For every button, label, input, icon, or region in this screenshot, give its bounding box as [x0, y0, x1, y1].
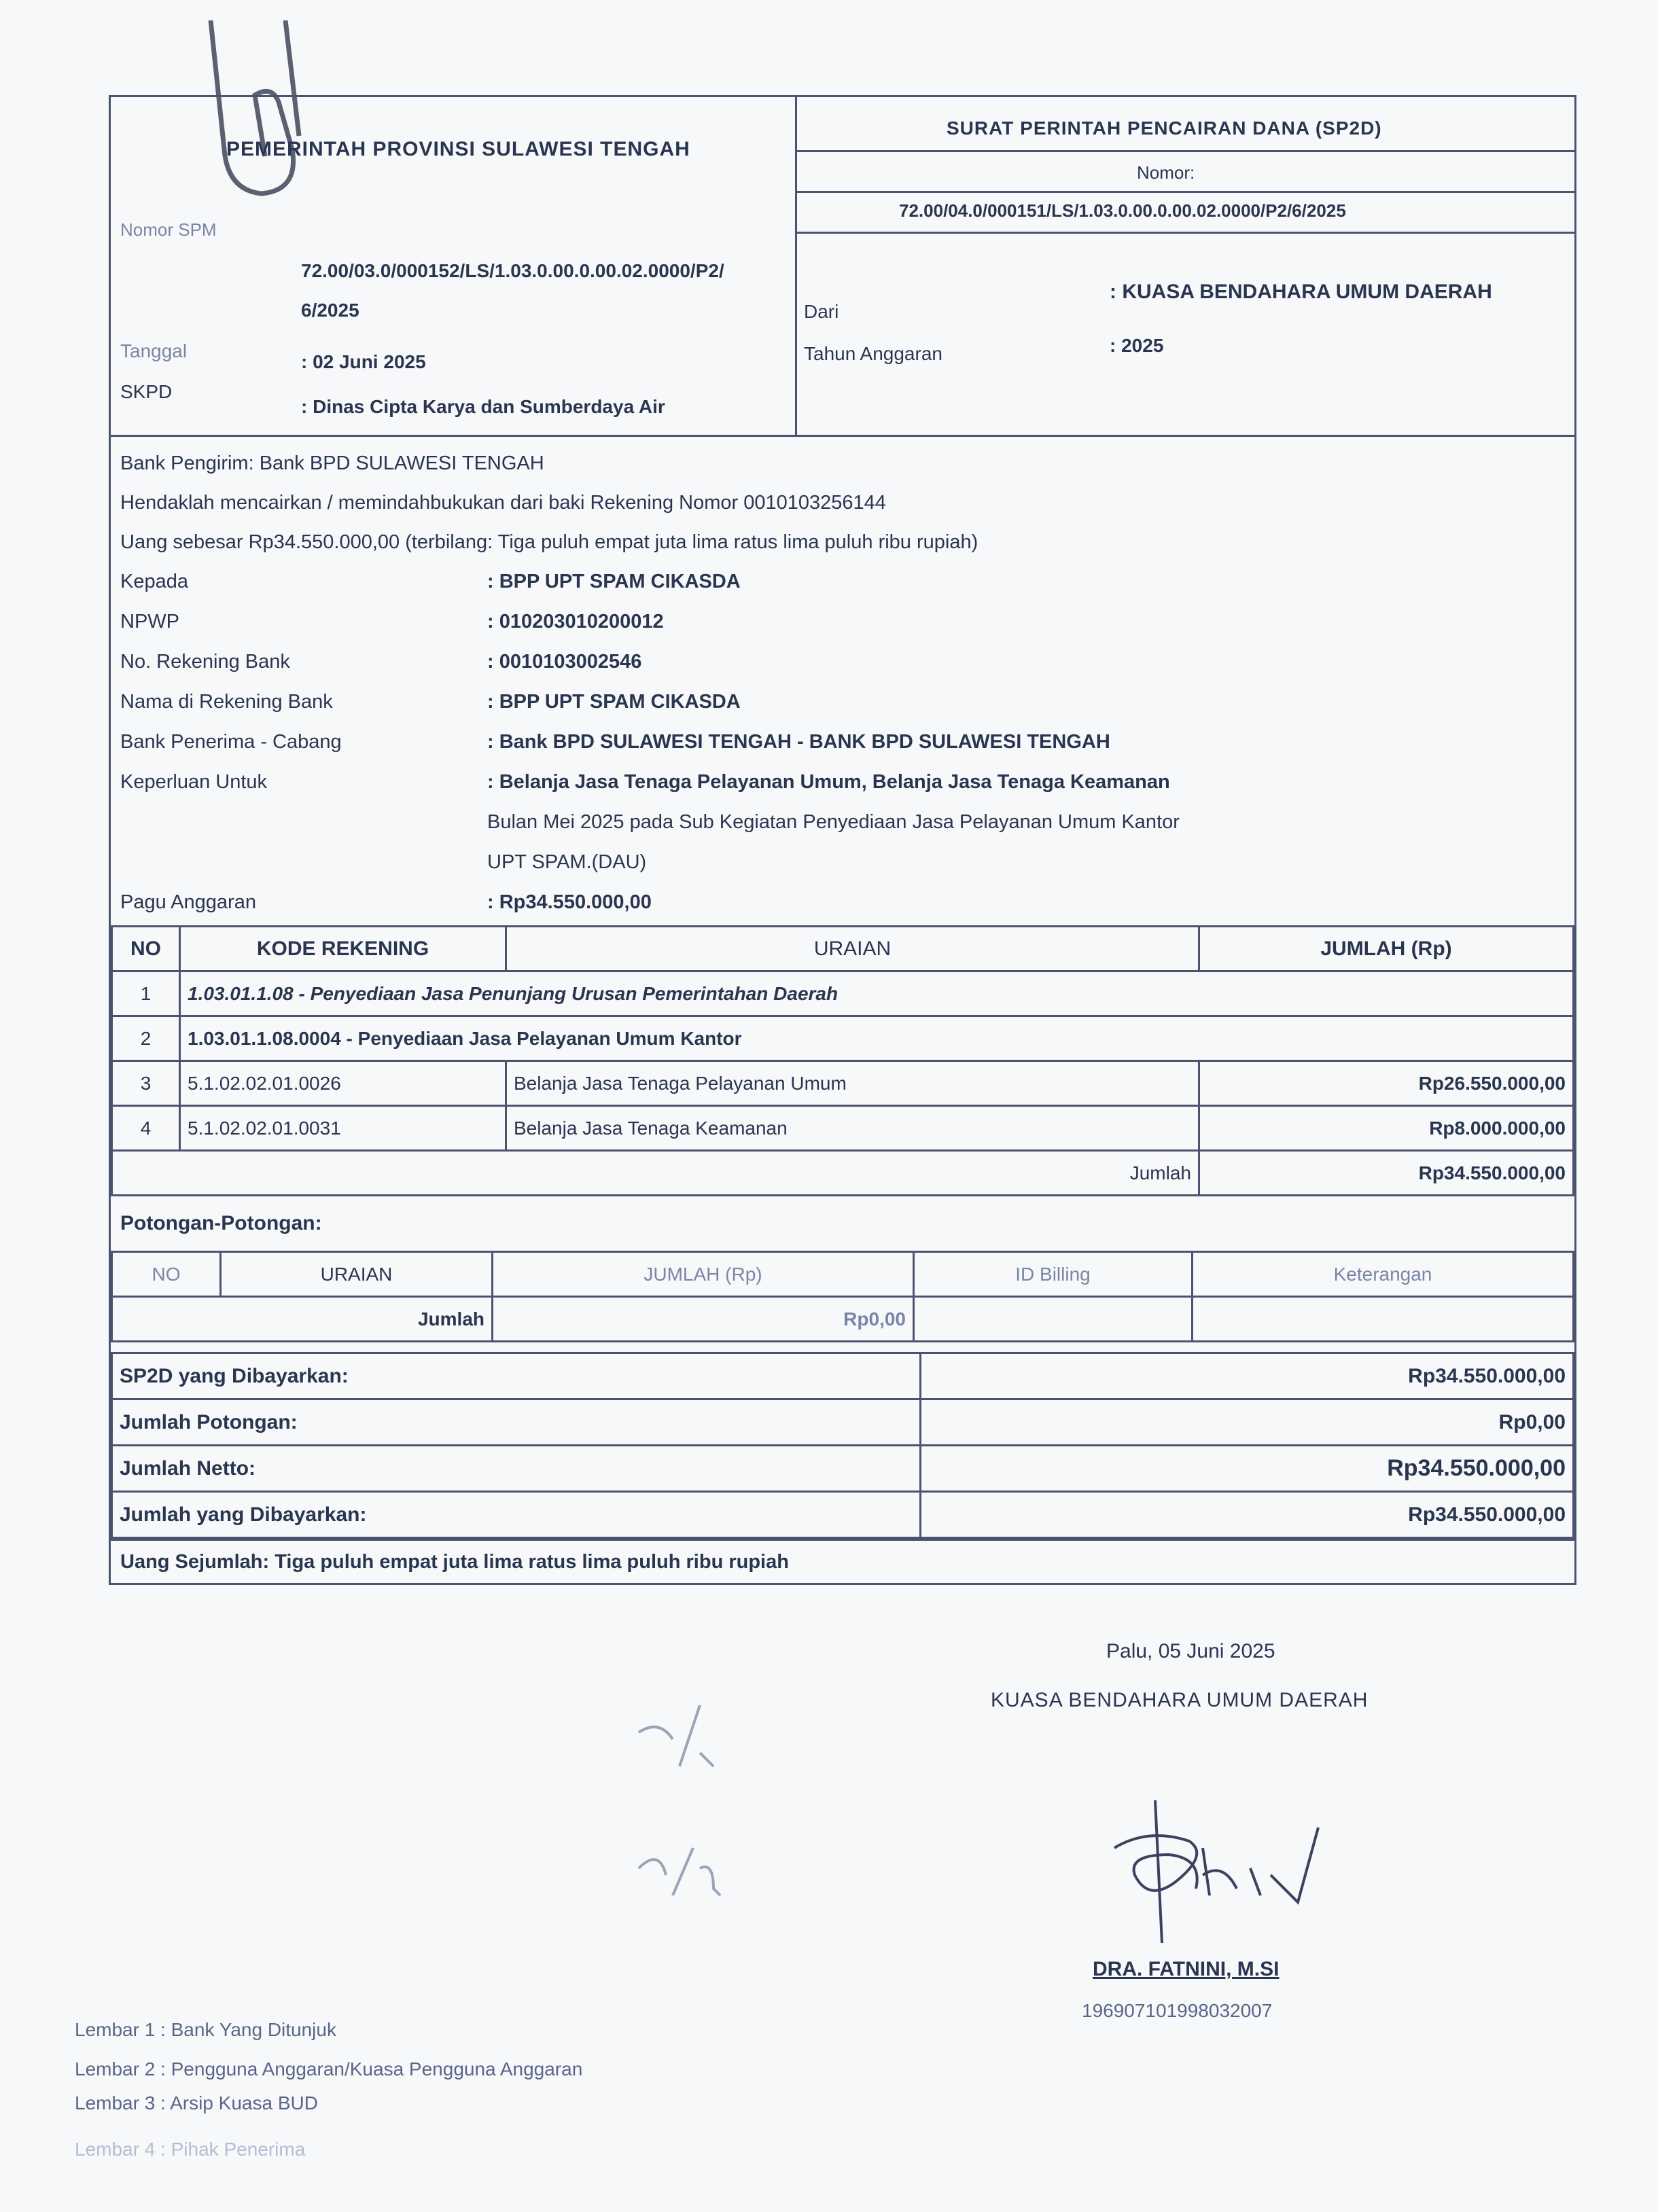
place-date: Palu, 05 Juni 2025	[1106, 1640, 1275, 1662]
signer-office: KUASA BENDAHARA UMUM DAERAH	[991, 1689, 1369, 1711]
nomor-label: Nomor:	[1137, 162, 1195, 183]
field-bank-penerima: Bank Penerima - Cabang : Bank BPD SULAWESI TENGAH - BANK BPD SULAWESI TENGAH	[120, 731, 1110, 753]
signer-nip: 196907101998032007	[1082, 2000, 1273, 2021]
col-jumlah: JUMLAH (Rp)	[1199, 927, 1574, 971]
summary-row: Jumlah Potongan: Rp0,00	[112, 1399, 1574, 1446]
potongan-total-row	[112, 1297, 1574, 1342]
paraf-marks	[598, 1692, 761, 1909]
lembar-1: Lembar 1 : Bank Yang Ditunjuk	[75, 2019, 336, 2040]
skpd-label: SKPD	[120, 381, 173, 402]
header-right	[797, 97, 1574, 435]
col-no: NO	[112, 927, 180, 971]
tanggal-value: : 02 Juni 2025	[301, 351, 426, 372]
summary-table	[111, 1352, 1574, 1539]
terbilang-line: Uang Sejumlah: Tiga puluh empat juta lima ratus lima puluh ribu rupiah	[111, 1539, 1574, 1583]
summary-row: SP2D yang Dibayarkan: Rp34.550.000,00	[112, 1353, 1574, 1399]
tahun-value: : 2025	[1110, 335, 1164, 356]
field-nama-rekening: Nama di Rekening Bank : BPP UPT SPAM CIKASDA	[120, 691, 741, 713]
field-keperluan: Keperluan Untuk : Belanja Jasa Tenaga Pelayanan Umum, Belanja Jasa Tenaga Keamanan	[120, 771, 1170, 793]
field-kepada: Kepada : BPP UPT SPAM CIKASDA	[120, 571, 741, 592]
potongan-table	[111, 1251, 1574, 1342]
table-row: 2 1.03.01.1.08.0004 - Penyediaan Jasa Pelayanan Umum Kantor	[112, 1016, 1574, 1061]
bank-pengirim: Bank Pengirim: Bank BPD SULAWESI TENGAH	[120, 452, 544, 474]
rekening-header-row	[112, 927, 1574, 971]
spm-number-cont: 6/2025	[301, 300, 359, 321]
signer-name: DRA. FATNINI, M.SI	[1093, 1958, 1280, 1980]
document-header	[111, 97, 1574, 437]
sp2d-title: SURAT PERINTAH PENCAIRAN DANA (SP2D)	[947, 118, 1382, 139]
dari-value: : KUASA BENDAHARA UMUM DAERAH	[1110, 281, 1492, 303]
gov-title: PEMERINTAH PROVINSI SULAWESI TENGAH	[226, 138, 690, 160]
hendaklah-line: Hendaklah mencairkan / memindahbukukan dari baki Rekening Nomor 0010103256144	[120, 491, 886, 514]
table-row: 1 1.03.01.1.08 - Penyediaan Jasa Penunjang Urusan Pemerintahan Daerah	[112, 971, 1574, 1016]
lembar-2: Lembar 2 : Pengguna Anggaran/Kuasa Pengguna Anggaran	[75, 2058, 583, 2080]
rekening-total-label: Jumlah	[112, 1151, 1199, 1196]
uang-sebesar-line: Uang sebesar Rp34.550.000,00 (terbilang: Tiga puluh empat juta lima ratus lima puluh ribu rupiah)	[120, 531, 978, 553]
field-keperluan-cont-1: Bulan Mei 2025 pada Sub Kegiatan Penyediaan Jasa Pelayanan Umum Kantor	[487, 811, 1180, 833]
tanggal-label: Tanggal	[120, 340, 188, 361]
potongan-total-label: Jumlah	[112, 1297, 493, 1342]
header-left	[111, 97, 797, 435]
field-keperluan-cont-2: UPT SPAM.(DAU)	[487, 851, 647, 873]
potongan-total-value: Rp0,00	[493, 1297, 914, 1342]
field-npwp: NPWP : 010203010200012	[120, 611, 664, 632]
summary-row: Jumlah Netto: Rp34.550.000,00	[112, 1446, 1574, 1492]
lembar-4: Lembar 4 : Pihak Penerima	[75, 2139, 306, 2160]
dari-label: Dari	[804, 301, 839, 322]
field-no-rekening: No. Rekening Bank : 0010103002546	[120, 651, 642, 673]
spm-number: 72.00/03.0/000152/LS/1.03.0.00.0.00.02.0000/P2/	[301, 260, 724, 281]
col-uraian: URAIAN	[506, 927, 1199, 971]
lembar-3: Lembar 3 : Arsip Kuasa BUD	[75, 2092, 318, 2113]
potongan-header-row: NO URAIAN JUMLAH (Rp) ID Billing Keterangan	[112, 1252, 1574, 1297]
sp2d-document	[109, 95, 1576, 1585]
signature-image	[1094, 1794, 1339, 1950]
potongan-title: Potongan-Potongan:	[120, 1212, 322, 1234]
spm-label: Nomor SPM	[120, 219, 217, 240]
table-row: 4 5.1.02.02.01.0031 Belanja Jasa Tenaga Keamanan Rp8.000.000,00	[112, 1106, 1574, 1151]
field-pagu: Pagu Anggaran : Rp34.550.000,00	[120, 891, 652, 913]
table-row: 3 5.1.02.02.01.0026 Belanja Jasa Tenaga Pelayanan Umum Rp26.550.000,00	[112, 1061, 1574, 1106]
tahun-label: Tahun Anggaran	[804, 343, 942, 364]
summary-row: Jumlah yang Dibayarkan: Rp34.550.000,00	[112, 1492, 1574, 1538]
rekening-total-value: Rp34.550.000,00	[1199, 1151, 1574, 1196]
rekening-table	[111, 925, 1574, 1196]
skpd-value: : Dinas Cipta Karya dan Sumberdaya Air	[301, 396, 665, 417]
nomor-value: 72.00/04.0/000151/LS/1.03.0.00.0.00.02.0000/P2/6/2025	[899, 200, 1346, 221]
col-kode: KODE REKENING	[180, 927, 506, 971]
transfer-details	[111, 437, 1574, 923]
rekening-total-row	[112, 1151, 1574, 1196]
